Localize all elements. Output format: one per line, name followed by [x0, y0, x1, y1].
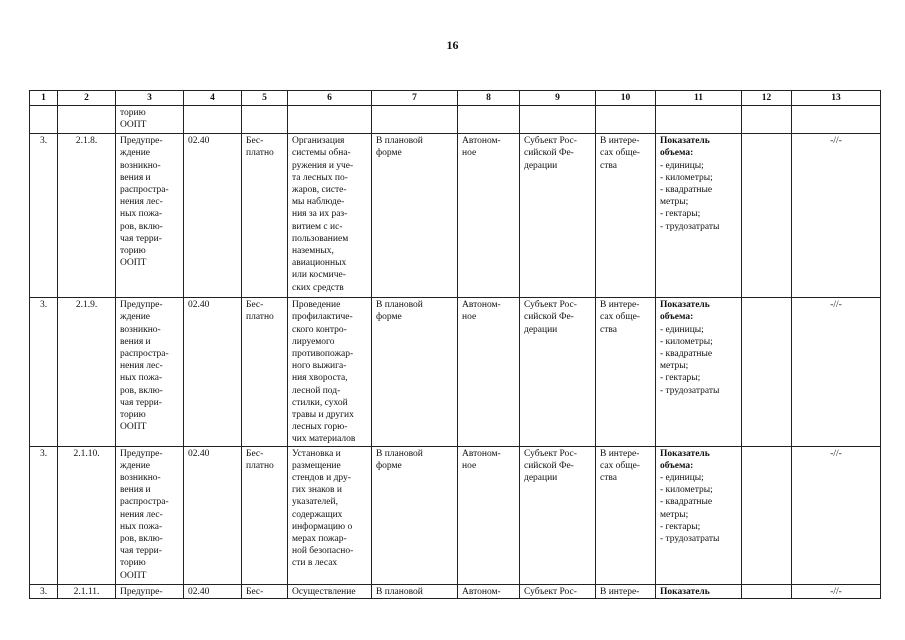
- text-line: ров, вклю-: [120, 385, 163, 396]
- text-line: ждение: [120, 312, 150, 323]
- header-cell: 5: [242, 91, 288, 106]
- header-cell: 13: [792, 91, 881, 106]
- text-line: ждение: [120, 148, 150, 159]
- service-name-cell: [116, 298, 184, 446]
- payment-cell: [242, 134, 288, 298]
- text-line: ООПТ: [120, 120, 147, 131]
- text-line: чая терри-: [120, 233, 162, 244]
- header-cell: 10: [596, 91, 656, 106]
- text-line: - километры;: [660, 172, 713, 183]
- okved-code-cell: 02.40: [184, 134, 242, 298]
- table-row: [30, 298, 881, 446]
- page-number: 16: [446, 38, 459, 52]
- text-line: Показатель: [660, 136, 710, 147]
- item-code-cell: 2.1.11.: [58, 584, 116, 598]
- text-line: Осуществление: [292, 586, 356, 597]
- text-line: форме: [376, 312, 402, 323]
- text-line: наземных,: [292, 246, 334, 257]
- text-line: форме: [376, 460, 402, 471]
- text-line: лесной под-: [292, 385, 341, 396]
- text-line: содержащих: [292, 509, 343, 520]
- text-line: сах обще-: [600, 148, 640, 159]
- form-cell: [372, 298, 458, 446]
- ditto-cell: -//-: [792, 584, 881, 598]
- text-line: - трудозатраты: [660, 385, 720, 396]
- header-cell: 12: [742, 91, 792, 106]
- text-line: возникно-: [120, 473, 161, 484]
- text-line: мы наблюде-: [292, 197, 345, 208]
- text-line: ных пожа-: [120, 209, 163, 220]
- text-line: дерации: [524, 160, 558, 171]
- ditto-cell: -//-: [792, 446, 881, 584]
- text-line: лесных горю-: [292, 422, 348, 433]
- okved-code-cell: 02.40: [184, 298, 242, 446]
- header-cell: 2: [58, 91, 116, 106]
- text-line: - единицы;: [660, 473, 704, 484]
- row-number-cell: 3.: [30, 446, 58, 584]
- text-line: Бес-: [246, 448, 264, 459]
- text-line: Показатель: [660, 586, 710, 597]
- text-line: ских средств: [292, 282, 344, 293]
- text-line: Субъект Рос-: [524, 448, 577, 459]
- text-line: ное: [462, 312, 477, 323]
- consumer-cell: [520, 446, 596, 584]
- text-line: сти в лесах: [292, 558, 338, 569]
- text-line: гих знаков и: [292, 485, 342, 496]
- header-cell: 3: [116, 91, 184, 106]
- text-line: жаров, систе-: [292, 185, 347, 196]
- text-line: чая терри-: [120, 397, 162, 408]
- text-line: чих материалов: [292, 434, 356, 445]
- text-line: ных пожа-: [120, 521, 163, 532]
- form-cell: [372, 134, 458, 298]
- text-line: травы и других: [292, 410, 354, 421]
- text-line: ное: [462, 148, 477, 159]
- cell: [792, 106, 881, 134]
- text-line: ского контро-: [292, 324, 347, 335]
- purpose-cell: [596, 446, 656, 584]
- cell: [242, 106, 288, 134]
- text-line: - квадратные: [660, 185, 713, 196]
- table-row: [30, 446, 881, 584]
- header-row: [30, 91, 881, 106]
- okved-code-cell: 02.40: [184, 584, 242, 598]
- text-line: нения лес-: [120, 197, 163, 208]
- text-line: - гектары;: [660, 373, 701, 384]
- text-line: Организация: [292, 136, 345, 147]
- cell: [184, 106, 242, 134]
- volume-indicator-cell: [656, 134, 742, 298]
- text-line: вения и: [120, 485, 151, 496]
- text-line: размещение: [292, 460, 341, 471]
- text-line: - километры;: [660, 485, 713, 496]
- work-content-cell: [288, 584, 372, 598]
- institution-type-cell: [458, 584, 520, 598]
- text-line: Бес-: [246, 136, 264, 147]
- header-cell: 11: [656, 91, 742, 106]
- cell: [288, 106, 372, 134]
- text-line: платно: [246, 460, 274, 471]
- text-line: - квадратные: [660, 497, 713, 508]
- text-line: метры;: [660, 197, 689, 208]
- payment-cell: [242, 584, 288, 598]
- text-line: возникно-: [120, 324, 161, 335]
- text-line: В плановой: [376, 300, 423, 311]
- text-line: системы обна-: [292, 148, 351, 159]
- header-cell: 9: [520, 91, 596, 106]
- text-line: - гектары;: [660, 209, 701, 220]
- text-line: ной безопасно-: [292, 546, 354, 557]
- text-line: объема:: [660, 312, 694, 323]
- text-line: В интере-: [600, 136, 640, 147]
- text-line: сийской Фе-: [524, 148, 574, 159]
- header-cell: 4: [184, 91, 242, 106]
- empty-cell: [742, 446, 792, 584]
- text-line: объема:: [660, 460, 694, 471]
- text-line: ного выжига-: [292, 361, 347, 372]
- text-line: метры;: [660, 361, 689, 372]
- text-line: ружения и уче-: [292, 160, 354, 171]
- text-line: нения лес-: [120, 361, 163, 372]
- text-line: Субъект Рос-: [524, 586, 577, 597]
- text-line: сийской Фе-: [524, 312, 574, 323]
- volume-indicator-cell: [656, 584, 742, 598]
- cell: [656, 106, 742, 134]
- text-line: В интере-: [600, 586, 640, 597]
- text-line: лируемого: [292, 336, 335, 347]
- text-line: информацию о: [292, 521, 353, 532]
- text-line: - единицы;: [660, 324, 704, 335]
- work-content-cell: [288, 446, 372, 584]
- text-line: сийской Фе-: [524, 460, 574, 471]
- empty-cell: [742, 584, 792, 598]
- text-line: ООПТ: [120, 258, 147, 269]
- text-line: Бес-: [246, 300, 264, 311]
- continuation-text: [116, 106, 184, 134]
- row-number-cell: 3.: [30, 584, 58, 598]
- table-row: [30, 584, 881, 598]
- text-line: В интере-: [600, 448, 640, 459]
- institution-type-cell: [458, 134, 520, 298]
- text-line: ных пожа-: [120, 373, 163, 384]
- empty-cell: [742, 134, 792, 298]
- cell: [30, 106, 58, 134]
- text-line: ООПТ: [120, 422, 147, 433]
- service-name-cell: [116, 584, 184, 598]
- text-line: Показатель: [660, 448, 710, 459]
- row-number-cell: 3.: [30, 134, 58, 298]
- text-line: распростра-: [120, 185, 169, 196]
- okved-code-cell: 02.40: [184, 446, 242, 584]
- text-line: ния хвороста,: [292, 373, 348, 384]
- header-cell: 1: [30, 91, 58, 106]
- text-line: та лесных по-: [292, 172, 348, 183]
- text-line: В плановой: [376, 586, 423, 597]
- text-line: Установка и: [292, 448, 341, 459]
- empty-cell: [742, 298, 792, 446]
- cell: [458, 106, 520, 134]
- form-cell: [372, 446, 458, 584]
- text-line: противопожар-: [292, 349, 354, 360]
- cell: [596, 106, 656, 134]
- text-line: объема:: [660, 148, 694, 159]
- text-line: вения и: [120, 172, 151, 183]
- continuation-row: [30, 106, 881, 134]
- text-line: Предупре-: [120, 448, 163, 459]
- services-table: [29, 90, 881, 599]
- text-line: дерации: [524, 473, 558, 484]
- work-content-cell: [288, 298, 372, 446]
- text-line: платно: [246, 148, 274, 159]
- text-line: ООПТ: [120, 570, 147, 581]
- item-code-cell: 2.1.8.: [58, 134, 116, 298]
- text-line: торию: [120, 558, 146, 569]
- institution-type-cell: [458, 298, 520, 446]
- text-line: ства: [600, 473, 617, 484]
- text-line: Автоном-: [462, 448, 501, 459]
- consumer-cell: [520, 134, 596, 298]
- text-line: вения и: [120, 336, 151, 347]
- text-line: платно: [246, 312, 274, 323]
- payment-cell: [242, 446, 288, 584]
- purpose-cell: [596, 298, 656, 446]
- text-line: профилактиче-: [292, 312, 353, 323]
- text-line: - трудозатраты: [660, 534, 720, 545]
- text-line: витием с ис-: [292, 221, 343, 232]
- text-line: - километры;: [660, 336, 713, 347]
- cell: [742, 106, 792, 134]
- text-line: ства: [600, 324, 617, 335]
- text-line: Предупре-: [120, 586, 163, 597]
- text-line: Автоном-: [462, 300, 501, 311]
- text-line: торию: [120, 108, 146, 119]
- text-line: или космиче-: [292, 270, 346, 281]
- purpose-cell: [596, 134, 656, 298]
- text-line: В плановой: [376, 448, 423, 459]
- text-line: - единицы;: [660, 160, 704, 171]
- item-code-cell: 2.1.9.: [58, 298, 116, 446]
- text-line: сах обще-: [600, 312, 640, 323]
- form-cell: [372, 584, 458, 598]
- ditto-cell: -//-: [792, 134, 881, 298]
- text-line: Предупре-: [120, 136, 163, 147]
- text-line: чая терри-: [120, 546, 162, 557]
- text-line: стилки, сухой: [292, 397, 348, 408]
- text-line: Автоном-: [462, 136, 501, 147]
- text-line: авиационных: [292, 258, 347, 269]
- header-cell: 7: [372, 91, 458, 106]
- consumer-cell: [520, 298, 596, 446]
- text-line: указателей,: [292, 497, 338, 508]
- text-line: Бес-: [246, 586, 264, 597]
- work-content-cell: [288, 134, 372, 298]
- text-line: сах обще-: [600, 460, 640, 471]
- table-row: [30, 134, 881, 298]
- text-line: мерах пожар-: [292, 534, 347, 545]
- text-line: распростра-: [120, 349, 169, 360]
- text-line: Автоном-: [462, 586, 501, 597]
- text-line: Проведение: [292, 300, 341, 311]
- text-line: торию: [120, 410, 146, 421]
- cell: [372, 106, 458, 134]
- text-line: торию: [120, 246, 146, 257]
- text-line: ров, вклю-: [120, 221, 163, 232]
- text-line: ждение: [120, 460, 150, 471]
- text-line: распростра-: [120, 497, 169, 508]
- text-line: - трудозатраты: [660, 221, 720, 232]
- header-cell: 8: [458, 91, 520, 106]
- volume-indicator-cell: [656, 446, 742, 584]
- text-line: Субъект Рос-: [524, 300, 577, 311]
- text-line: ное: [462, 460, 477, 471]
- text-line: ния за их раз-: [292, 209, 348, 220]
- row-number-cell: 3.: [30, 298, 58, 446]
- ditto-cell: -//-: [792, 298, 881, 446]
- volume-indicator-cell: [656, 298, 742, 446]
- item-code-cell: 2.1.10.: [58, 446, 116, 584]
- cell: [520, 106, 596, 134]
- payment-cell: [242, 298, 288, 446]
- text-line: Показатель: [660, 300, 710, 311]
- text-line: Субъект Рос-: [524, 136, 577, 147]
- text-line: нения лес-: [120, 509, 163, 520]
- text-line: ров, вклю-: [120, 534, 163, 545]
- cell: [58, 106, 116, 134]
- service-name-cell: [116, 134, 184, 298]
- text-line: метры;: [660, 509, 689, 520]
- text-line: пользованием: [292, 233, 349, 244]
- institution-type-cell: [458, 446, 520, 584]
- text-line: Предупре-: [120, 300, 163, 311]
- text-line: стендов и дру-: [292, 473, 351, 484]
- header-cell: 6: [288, 91, 372, 106]
- text-line: ства: [600, 160, 617, 171]
- purpose-cell: [596, 584, 656, 598]
- text-line: В плановой: [376, 136, 423, 147]
- text-line: - гектары;: [660, 521, 701, 532]
- text-line: форме: [376, 148, 402, 159]
- service-name-cell: [116, 446, 184, 584]
- text-line: возникно-: [120, 160, 161, 171]
- text-line: В интере-: [600, 300, 640, 311]
- text-line: - квадратные: [660, 349, 713, 360]
- consumer-cell: [520, 584, 596, 598]
- text-line: дерации: [524, 324, 558, 335]
